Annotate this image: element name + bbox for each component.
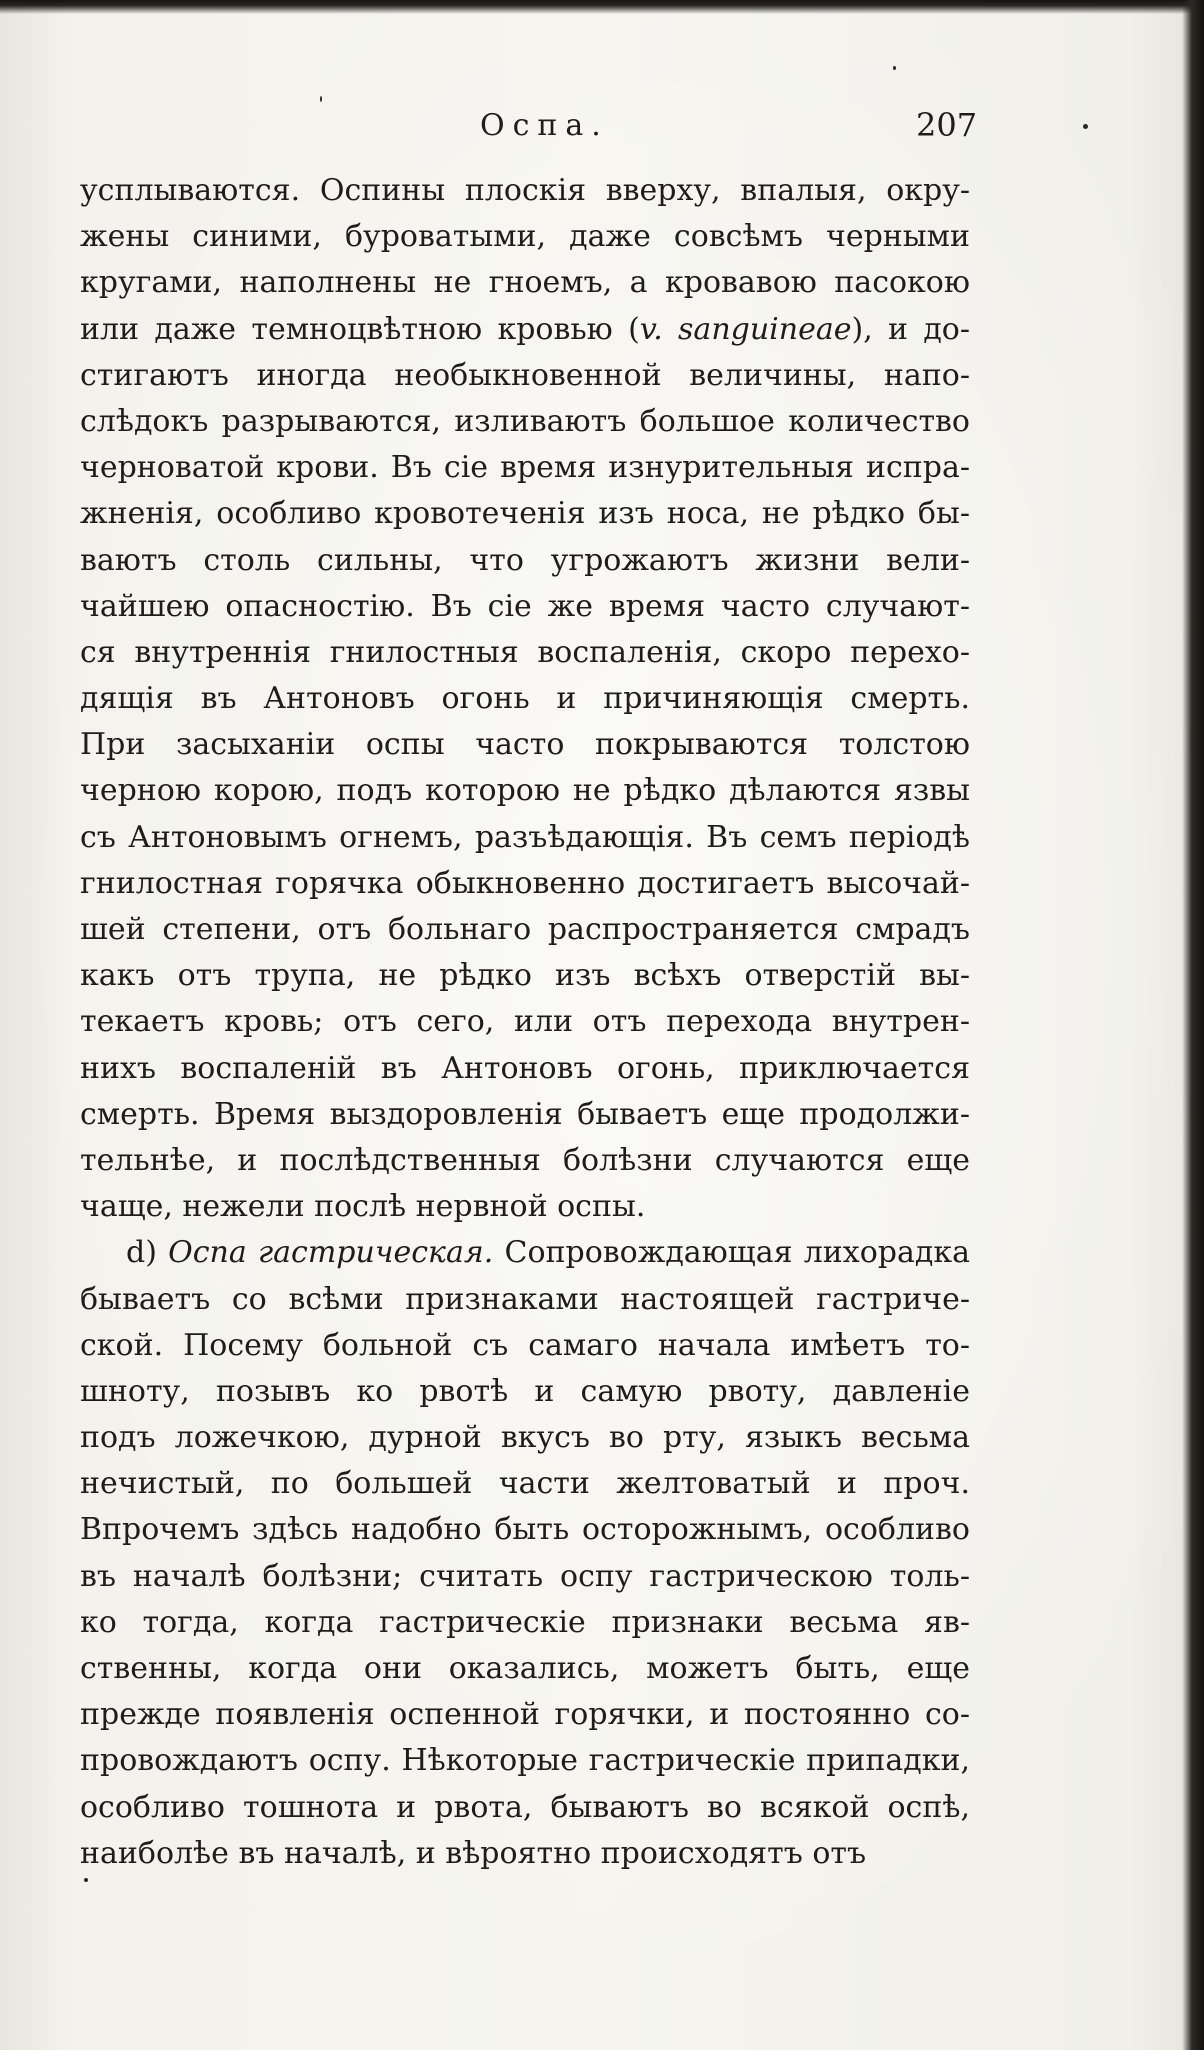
page-top-edge-shadow xyxy=(0,0,1204,14)
page-right-edge-shadow xyxy=(1182,0,1204,2050)
text-line: кругами, наполнены не гноемъ, а кровавою пасокою xyxy=(80,265,970,301)
text-line: бываетъ со всѣми признаками настоящей гастриче- xyxy=(80,1281,970,1317)
text-line: черноватой крови. Въ сіе время изнурительныя испра- xyxy=(80,450,970,486)
text-run: ), и до- xyxy=(851,311,970,347)
text-line: ской. Посему больной съ самаго начала имѣетъ то- xyxy=(80,1327,970,1363)
text-run: d) xyxy=(126,1235,169,1271)
text-line: ственны, когда они оказались, можетъ быть, еще xyxy=(80,1651,970,1686)
text-line: въ началѣ болѣзни; считать оспу гастрическою толь- xyxy=(80,1558,970,1594)
text-line: съ Антоновымъ огнемъ, разъѣдающія. Въ семъ періодѣ xyxy=(80,819,970,855)
text-line: черною корою, подъ которою не рѣдко дѣлаются язвы xyxy=(80,773,970,809)
text-line: смерть. Время выздоровленія бываетъ еще продолжи- xyxy=(80,1096,970,1132)
text-line: шноту, позывъ ко рвотѣ и самую рвоту, давленіе xyxy=(80,1373,970,1409)
text-line: жены синими, буроватыми, даже совсѣмъ черными xyxy=(80,219,970,255)
text-line xyxy=(80,1230,970,1276)
text-line: шей степени, отъ больнаго распространяется смрадъ xyxy=(80,912,970,947)
text-line: нихъ воспаленій въ Антоновъ огонь, приключается xyxy=(80,1050,970,1086)
text-line: тельнѣе, и послѣдственныя болѣзни случаются еще xyxy=(80,1142,970,1178)
text-line: прежде появленія оспенной горячки, и постоянно со- xyxy=(80,1697,970,1733)
text-line: стигаютъ иногда необыкновенной величины, напо- xyxy=(80,357,970,393)
body-text xyxy=(80,168,970,1877)
text-line: какъ отъ трупа, не рѣдко изъ всѣхъ отверстій вы- xyxy=(80,958,970,994)
text-line: ся внутреннія гнилостныя воспаленія, скоро перехо- xyxy=(80,634,970,670)
italic-text-run: Оспа гастрическая. xyxy=(168,1235,494,1271)
text-run: или даже темноцвѣтною кровью ( xyxy=(80,311,640,347)
ink-speck xyxy=(1083,124,1088,129)
text-line: нечистый, по большей части желтоватый и проч. xyxy=(80,1466,970,1502)
text-line: усплываются. Оспины плоскія вверху, впалыя, окру- xyxy=(80,173,970,208)
ink-speck xyxy=(84,1878,88,1882)
text-run: Сопровождающая лихорадка xyxy=(493,1235,970,1271)
text-line: гнилостная горячка обыкновенно достигаетъ высочай- xyxy=(80,865,970,901)
text-line: слѣдокъ разрываются, изливаютъ большое количество xyxy=(80,403,970,439)
text-line: При засыханіи оспы часто покрываются толстою xyxy=(80,727,970,763)
ink-speck xyxy=(320,96,322,102)
page-number: 207 xyxy=(916,106,978,144)
text-line: чаще, нежели послѣ нервной оспы. xyxy=(80,1189,646,1225)
text-line: текаетъ кровь; отъ сего, или отъ перехода внутрен- xyxy=(80,1004,970,1040)
text-line: наиболѣе въ началѣ, и вѣроятно происходятъ отъ xyxy=(80,1835,867,1871)
text-line: жненія, особливо кровотеченія изъ носа, не рѣдко бы- xyxy=(80,496,970,532)
text-line: особливо тошнота и рвота, бываютъ во всякой оспѣ, xyxy=(80,1789,970,1825)
text-line: дящія въ Антоновъ огонь и причиняющія смерть. xyxy=(80,681,970,717)
text-line: чайшею опасностію. Въ сіе же время часто случают- xyxy=(80,588,970,624)
running-head: Оспа. xyxy=(480,108,609,143)
text-line xyxy=(80,307,970,353)
text-line: ваютъ столь сильны, что угрожаютъ жизни вели- xyxy=(80,542,970,578)
text-line: провождаютъ оспу. Нѣкоторые гастрическіе припадки, xyxy=(80,1743,970,1779)
ink-speck xyxy=(893,66,896,70)
text-line: Впрочемъ здѣсь надобно быть осторожнымъ, особливо xyxy=(80,1512,970,1548)
italic-text-run: v. sanguineae xyxy=(639,311,852,347)
text-line: ко тогда, когда гастрическіе признаки весьма яв- xyxy=(80,1604,970,1640)
text-line: подъ ложечкою, дурной вкусъ во рту, языкъ весьма xyxy=(80,1420,970,1456)
